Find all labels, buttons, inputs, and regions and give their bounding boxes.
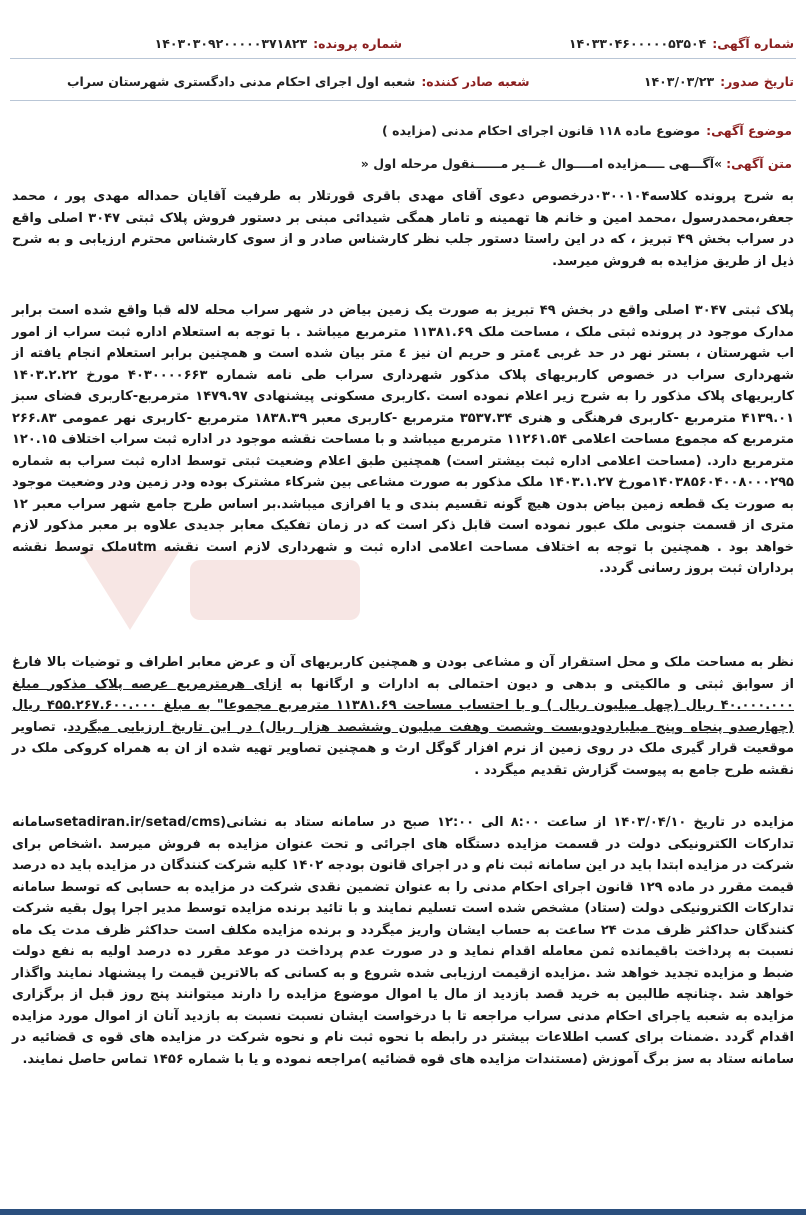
subject-line <box>382 123 792 138</box>
paragraph-valuation <box>12 652 794 781</box>
bottom-bar <box>0 1209 806 1215</box>
case-number-value: ۱۴۰۳۰۳۰۹۲۰۰۰۰۰۳۷۱۸۲۳ <box>154 36 308 51</box>
issuer-value: شعبه اول اجرای احکام مدنی دادگستری شهرستان سراب <box>66 74 416 89</box>
valuation-intro: نظر به مساحت ملک و محل استقرار آن و مشاعی بودن و همچنین کاربریهای آن و عرض معابر اطراف و توضیات بالا فارغ از سوابق ثبتی و مالکیتی و بدهی و دیون احتمالی به ادارات و ارگانها به <box>12 655 794 692</box>
divider <box>10 100 796 101</box>
issue-date-value: ۱۴۰۳/۰۳/۲۳ <box>643 74 715 89</box>
ad-text-line <box>361 156 792 171</box>
valuation-amount: ازای هرمترمربع عرصه پلاک مذکور مبلغ ۴۰.۰۰۰.۰۰۰ ریال (چهل میلیون ریال ) و با احتساب مساحت ۱۱۳۸۱.۶۹ مترمربع مجموعا" به مبلغ ۴۵۵.۲۶۷.۶۰۰.۰۰۰ ریال (چهارصدو پنجاه وپنج میلیاردودویست وشصت وهفت میلیون وششصد هزار ریال) در این تاریخ ارزیابی میگردد <box>12 676 794 735</box>
paragraph-intro: به شرح پرونده کلاسه۰۳۰۰۱۰۴درخصوص دعوی آقای مهدی باقری قورتلار به طرفیت آقایان حمداله مهدی پور ، محمد جعفر،محمدرسول ،محمد امین و خانم ها تهمینه و تامار همگی شیدائی مبنی بر دستور فروش پلاک ثبتی ۳۰۴۷ اصلی واقع در سراب بخش ۴۹ تبریز ، که در این راستا دستور جلب نظر کارشناس صادر و از سوی کارشناس محترم ارزیابی و به شرح ذیل از طریق مزایده به فروش میرسد. <box>12 189 795 269</box>
case-number-cell <box>10 36 402 51</box>
issuer-label: شعبه صادر کننده: <box>421 74 530 89</box>
issue-date-label: تاریخ صدور: <box>720 74 794 89</box>
paragraph-auction-terms: مزایده در تاریخ ۱۴۰۳/۰۴/۱۰ از ساعت ۸:۰۰ الی ۱۲:۰۰ صبح در سامانه ستاد به نشانی(setadiran.ir/setad/cmsسامانه تدارکات الکترونیکی دولت در قسمت مزایده دستگاه های اجرائی و تحت عنوان مزایده به فروش میرسد .اشخاص برای شرکت در مزایده ابتدا باید در این سامانه ثبت نام و در اجرای قانون بودجه ۱۴۰۲ کلیه شرکت کنندگان در مزایده باید ده درصد قیمت مقرر در ماده ۱۲۹ قانون اجرای احکام مدنی را به عنوان تضمین نقدی شرکت در مزایده به حسابی که توسط سامانه تدارکات الکترونیکی دولت (ستاد) مشخص شده است تسلیم نمایند و با تائید برنده مزایده توسط مدیر اجرا پول بقیه شرکت کنندگان حداکثر ظرف مدت ۲۴ ساعت به حساب ایشان واریز میگردد و برنده مزایده مکلف است حداکثر ظرف مدت یک ماه نسبت به پرداخت باقیمانده ثمن معامله اقدام نماید و در صورت عدم پرداخت در موعد مقرر ده درصد اولیه به نفع دولت ضبط و مزایده تجدید خواهد شد .مزایده ازقیمت ارزیابی شده شروع و به کسانی که بالاترین قیمت را پیشنهاد نمایند واگذار خواهد شد .چنانچه طالبین به خرید قصد بازدید از مال یا اموال موضوع مزایده را دارند میتوانند پنج روز قبل از برگزاری مزایده به شعبه یاجرای احکام مدنی سراب مراجعه تا با درخواست ایشان نسبت نسبت به بازدید آنان از اموال مورد مزایده اقدام گردد .ضمنات برای کسب اطلاعات بیشتر در رابطه با نحوه ثبت نام و نحوه شرکت در مزایده های قوه ی قضائیه در سامانه ستاد به سز برگ آموزش (مستندات مزایده های قوه قضائیه )مراجعه نموده و یا با شماره ۱۴۵۶ تماس حاصل نمایند. <box>12 815 795 1067</box>
header-row-numbers <box>10 36 794 51</box>
valuation-rest: . تصاویر موقعیت قرار گیری ملک در روی زمین از نرم افزار گوگل ارث و همچنین تصاویر تهیه شده از ان به همراه کروکی ملک در نقشه طرح جامع به پیوست گزارش تقدیم میگردد . <box>12 719 794 778</box>
ad-text-title: »آگـــهی ــــمزایده امــــوال غـــیر مــــــنقول مرحله اول « <box>360 156 723 171</box>
ad-number-label: شماره آگهی: <box>712 36 794 51</box>
ad-number-cell <box>402 36 794 51</box>
subject-label: موضوع آگهی: <box>706 123 792 138</box>
paragraph-property-description: پلاک ثبتی ۳۰۴۷ اصلی واقع در بخش ۴۹ تبریز به صورت یک زمین بیاض در شهر سراب محله لاله قبا واقع شده است برابر مدارک موجود در پرونده ثبتی ملک ، مساحت ملک ۱۱۳۸۱.۶۹ مترمربع میباشد . با توجه به استعلام اداره ثبت سراب از امور اب شهرستان ، بستر نهر در حد غربی ٤متر و حریم ان نیز ٤ متر بیان شده است و همچنین برابر استعلام انجام یافته از شهرداری سراب در خصوص کاربریهای پلاک مذکور شهرداری سراب طی نامه شماره ۴۰۳۰۰۰۰۶۶۳ مورخ ۱۴۰۳.۲.۲۲ کاربریهای پلاک مذکور را به شرح زیر اعلام نموده است .کاربری مسکونی پیشنهادی ۱۴۷۹.۹۷ مترمربع-کاربری فضای سبز ۴۱۳۹.۰۱ مترمربع -کاربری فرهنگی و هنری ۳۵۳۷.۳۴ مترمربع -کاربری معبر ۱۸۳۸.۳۹ مترمربع -کاربری نهر عمومی ۲۶۶.۸۳ مترمربع که مجموع مساحت اعلامی ۱۱۲۶۱.۵۴ مترمربع میباشد و با مساحت نقشه موجود در اداره ثبت سراب اختلاف ۱۲۰.۱۵ مترمربع دارد. (مساحت اعلامی اداره ثبت بیشتر است) همچنین طبق اعلام وضعیت ثبتی توسط اداره ثبت سراب به شماره ۱۴۰۳۸۵۶۰۴۰۰۸۰۰۰۲۹۵مورخ ۱۴۰۳.۱.۲۷ ملک مذکور به صورت مشاعی بین شرکاء مشترک بوده ودر زمین ودر وضعیت موجود به صورت یک قطعه زمین بیاض بدون هیچ گونه تقسیم بندی و یا افرازی میباشد.بر اساس طرح جامع شهر سراب معبر ۱۲ متری از قسمت جنوبی ملک عبور نموده است قابل ذکر است که در زمان تفکیک معابر جدیدی علاوه بر معبر مذکور لازم خواهد بود . همچنین با توجه به اختلاف مساحت اعلامی اداره ثبت و شهرداری لازم است نقشه utmملک توسط نقشه برداران ثبت بروز رسانی گردد. <box>12 303 795 576</box>
issue-date-cell <box>550 74 794 89</box>
case-number-label: شماره پرونده: <box>313 36 402 51</box>
issuer-cell <box>10 74 550 89</box>
divider <box>10 58 796 59</box>
subject-text: موضوع ماده ۱۱۸ قانون اجرای احکام مدنی (مزایده ) <box>382 123 701 138</box>
ad-text-label: متن آگهی: <box>726 156 792 171</box>
ad-number-value: ۱۴۰۳۳۰۴۶۰۰۰۰۰۵۳۵۰۴ <box>568 36 707 51</box>
header-row-date-issuer <box>10 74 794 89</box>
